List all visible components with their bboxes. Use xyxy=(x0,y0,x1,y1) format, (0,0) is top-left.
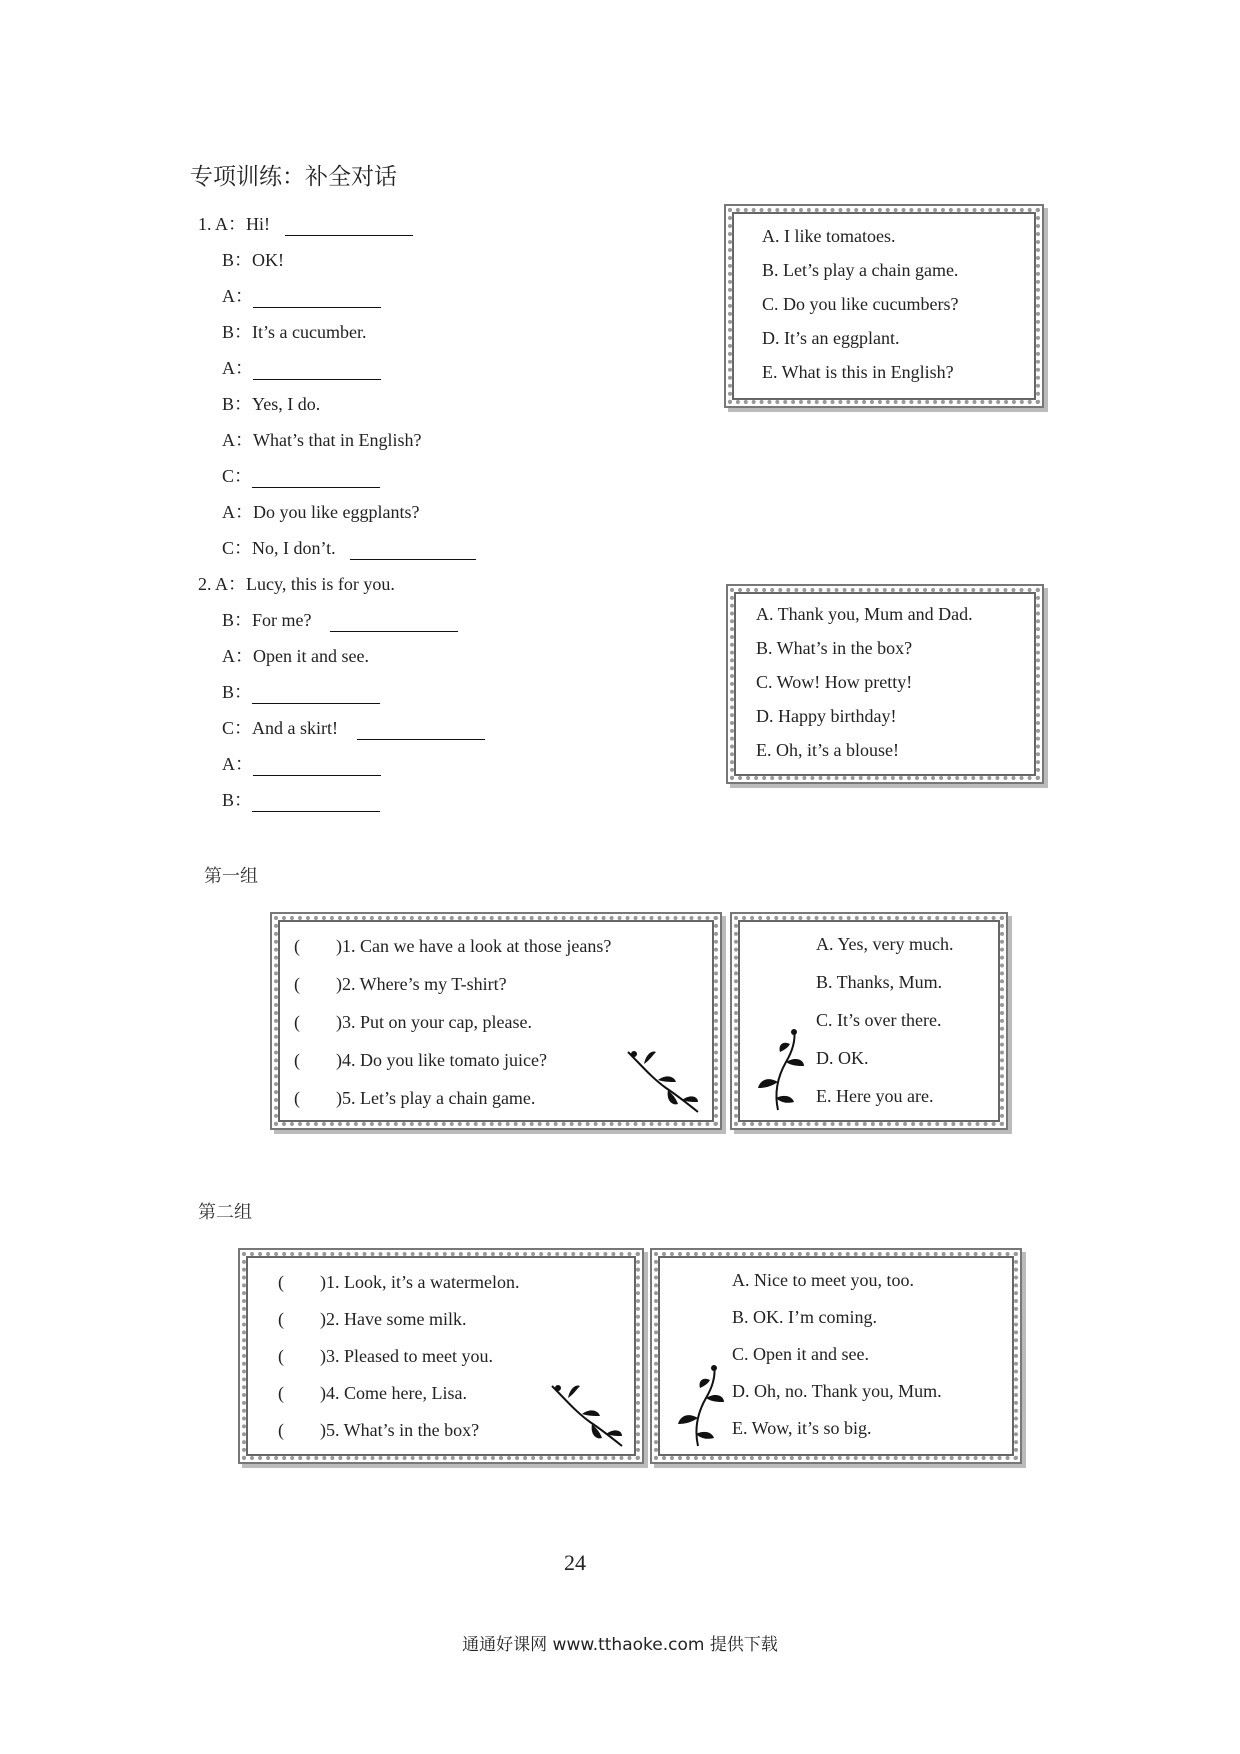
dialogue-line: A： xyxy=(222,356,381,380)
answer-blank[interactable] xyxy=(253,359,381,380)
dialogue-line: C：No, I don’t. xyxy=(222,536,476,560)
dialogue-line: 2. A：Lucy, this is for you. xyxy=(198,574,395,594)
dialogue-line: C： xyxy=(222,464,380,488)
answer-blank[interactable] xyxy=(252,683,380,704)
questions-box-1 xyxy=(278,920,714,1122)
answer-item: D. Oh, no. Thank you, Mum. xyxy=(732,1381,942,1401)
question-item: ( )5. Let’s play a chain game. xyxy=(294,1088,536,1108)
question-item: ( )2. Have some milk. xyxy=(278,1309,467,1329)
dialogue-line: B：Yes, I do. xyxy=(222,394,321,414)
options-box-1 xyxy=(732,212,1036,400)
flower-vine-icon xyxy=(546,1378,626,1450)
option-item: C. Wow! How pretty! xyxy=(756,672,913,692)
answer-blank[interactable] xyxy=(253,755,381,776)
answer-item: B. OK. I’m coming. xyxy=(732,1307,877,1327)
answer-item: A. Yes, very much. xyxy=(816,934,954,954)
option-item: D. Happy birthday! xyxy=(756,706,897,726)
answer-item: C. Open it and see. xyxy=(732,1344,869,1364)
question-item: ( )3. Put on your cap, please. xyxy=(294,1012,532,1032)
question-item: ( )2. Where’s my T-shirt? xyxy=(294,974,507,994)
flower-vine-icon xyxy=(668,1362,728,1448)
option-item: E. Oh, it’s a blouse! xyxy=(756,740,899,760)
answer-item: A. Nice to meet you, too. xyxy=(732,1270,914,1290)
options-box-2 xyxy=(734,592,1036,776)
page-number: 24 xyxy=(564,1550,586,1575)
flower-vine-icon xyxy=(622,1044,702,1116)
answer-blank[interactable] xyxy=(252,467,380,488)
option-item: C. Do you like cucumbers? xyxy=(762,294,959,314)
answer-blank[interactable] xyxy=(350,539,476,560)
dialogue-line: B： xyxy=(222,788,380,812)
answers-box-2 xyxy=(658,1256,1014,1456)
dialogue-line: B：It’s a cucumber. xyxy=(222,322,367,342)
answer-item: C. It’s over there. xyxy=(816,1010,942,1030)
answer-item: B. Thanks, Mum. xyxy=(816,972,943,992)
option-item: B. Let’s play a chain game. xyxy=(762,260,959,280)
footer-text: 通通好课网 www.tthaoke.com 提供下载 xyxy=(462,1635,778,1655)
dialogue-line: A：What’s that in English? xyxy=(222,430,422,450)
answer-item: D. OK. xyxy=(816,1048,869,1068)
dialogue-line: A：Do you like eggplants? xyxy=(222,502,420,522)
question-item: ( )5. What’s in the box? xyxy=(278,1420,480,1440)
answer-blank[interactable] xyxy=(252,791,380,812)
answer-item: E. Here you are. xyxy=(816,1086,934,1106)
question-item: ( )4. Do you like tomato juice? xyxy=(294,1050,547,1070)
question-item: ( )3. Pleased to meet you. xyxy=(278,1346,493,1366)
dialogue-line: 1. A：Hi! xyxy=(198,212,413,236)
dialogue-line: A： xyxy=(222,752,381,776)
answer-blank[interactable] xyxy=(357,719,485,740)
question-item: ( )4. Come here, Lisa. xyxy=(278,1383,467,1403)
dialogue-line: C：And a skirt! xyxy=(222,716,485,740)
answer-blank[interactable] xyxy=(253,287,381,308)
page-title: 专项训练：补全对话 xyxy=(190,164,397,190)
answer-blank[interactable] xyxy=(285,215,413,236)
answers-box-1 xyxy=(738,920,1000,1122)
dialogue-line: B：For me? xyxy=(222,608,458,632)
answer-blank[interactable] xyxy=(330,611,458,632)
question-item: ( )1. Can we have a look at those jeans? xyxy=(294,936,612,956)
option-item: A. Thank you, Mum and Dad. xyxy=(756,604,973,624)
option-item: A. I like tomatoes. xyxy=(762,226,896,246)
dialogue-line: A：Open it and see. xyxy=(222,646,369,666)
group-label-1: 第一组 xyxy=(204,866,258,887)
questions-box-2 xyxy=(246,1256,636,1456)
dialogue-line: B： xyxy=(222,680,380,704)
answer-item: E. Wow, it’s so big. xyxy=(732,1418,872,1438)
dialogue-line: A： xyxy=(222,284,381,308)
question-item: ( )1. Look, it’s a watermelon. xyxy=(278,1272,520,1292)
group-label-2: 第二组 xyxy=(198,1202,252,1223)
flower-vine-icon xyxy=(748,1026,808,1112)
option-item: E. What is this in English? xyxy=(762,362,954,382)
dialogue-line: B：OK! xyxy=(222,250,284,270)
option-item: B. What’s in the box? xyxy=(756,638,913,658)
option-item: D. It’s an eggplant. xyxy=(762,328,900,348)
